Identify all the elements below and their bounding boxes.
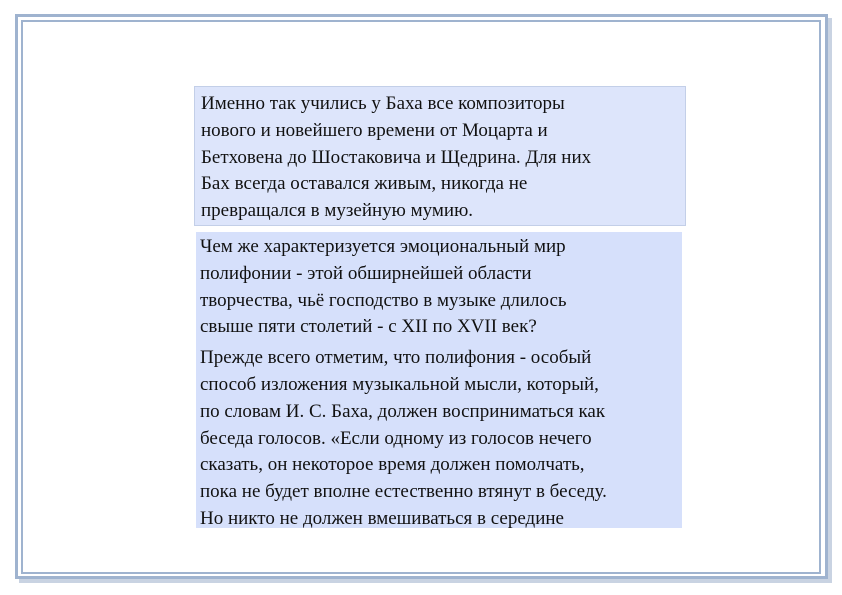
text-line: по словам И. С. Баха, должен восприниматься как [200,400,606,422]
text-line: Чем же характеризуется эмоциональный мир [200,236,566,257]
text-line: творчества, чьё господство в музыке длилось [200,289,567,311]
text-line: беседа голосов. «Если одному из голосов нечего [200,427,592,449]
text-line: Именно так учились у Баха все композиторы [201,93,565,114]
text-line: полифонии - этой обширнейшей области [200,262,532,284]
text-line: пока не будет вполне естественно втянут в беседу. [200,481,607,503]
text-line: сказать, он некоторое время должен помолчать, [200,454,585,476]
text-line: Но никто не должен вмешиваться в середине [200,507,564,529]
text-line: нового и новейшего времени от Моцарта и [201,119,548,141]
text-box-top [194,86,686,226]
paragraph-bach-students [201,91,679,225]
text-line: Прежде всего отметим, что полифония - особый [200,347,592,369]
text-box-bottom [196,232,682,528]
text-line: Бах всегда оставался живым, никогда не [201,173,528,195]
paragraph-polyphony-definition [200,345,678,533]
paragraph-polyphony-question [200,234,678,341]
text-line: превращался в музейную мумию. [201,200,474,222]
text-line: свыше пяти столетий - с XII по XVII век? [200,316,537,338]
text-line: способ изложения музыкальной мысли, который, [200,373,599,395]
text-line: Бетховена до Шостаковича и Щедрина. Для них [201,146,592,168]
